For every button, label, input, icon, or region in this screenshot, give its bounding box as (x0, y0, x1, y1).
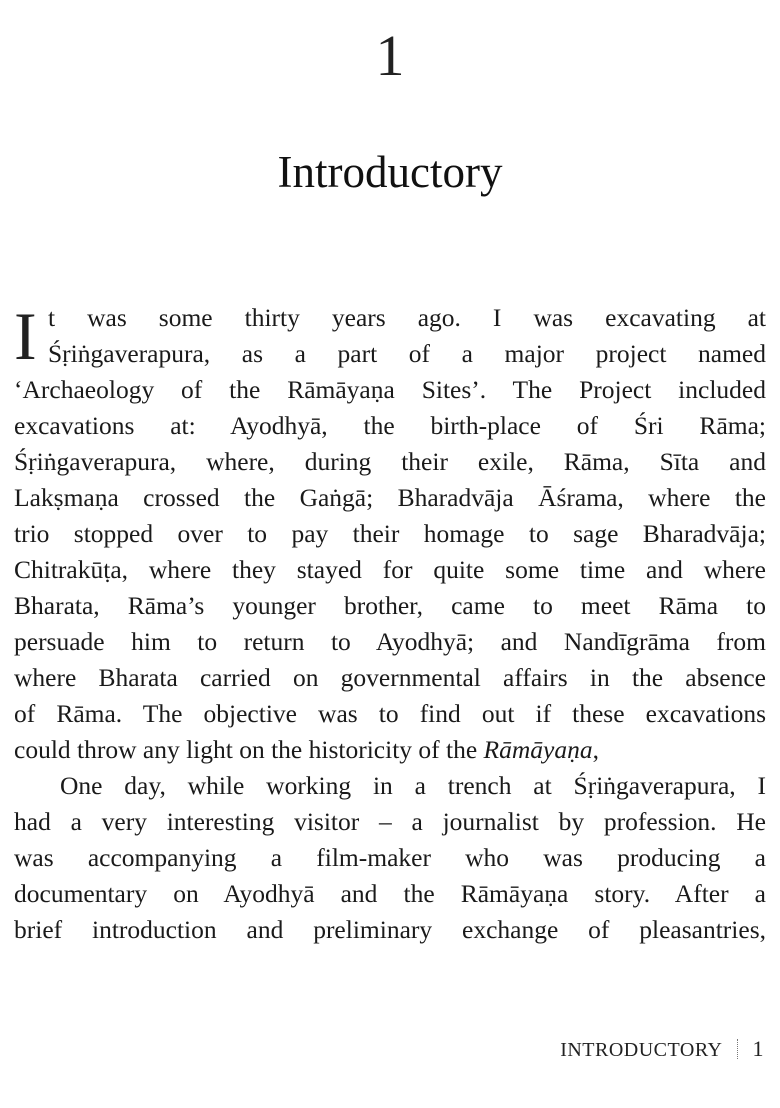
text-line: Śṛiṅgaverapura, as a part of a major project named (48, 339, 766, 368)
text-line: Chitrakūṭa, where they stayed for quite some time and where (14, 555, 766, 584)
page-number: 1 (752, 1036, 764, 1061)
footer-divider (737, 1039, 739, 1059)
text-line: Lakṣmaṇa crossed the Gaṅgā; Bharadvāja Āśrama, where the (14, 483, 766, 512)
text-line: was accompanying a film-maker who was producing a (14, 843, 766, 872)
text-line: Śṛiṅgaverapura, where, during their exile, Rāma, Sīta and (14, 447, 766, 476)
text-line: had a very interesting visitor – a journalist by profession. He (14, 807, 766, 836)
body-text (14, 300, 766, 948)
running-head: INTRODUCTORY (560, 1039, 723, 1061)
text-line: One day, while working in a trench at Śṛiṅgaverapura, I (60, 771, 766, 800)
text-line: Bharata, Rāma’s younger brother, came to meet Rāma to (14, 591, 766, 620)
book-title-italic: Rāmāyaṇa (483, 735, 593, 764)
drop-cap: I (14, 298, 37, 374)
page-footer (560, 1036, 764, 1062)
chapter-title: Introductory (277, 147, 503, 197)
text-line: could throw any light on the historicity of the Rāmāyaṇa, (14, 735, 599, 764)
text-line: where Bharata carried on governmental affairs in the absence (14, 663, 766, 692)
text-line: ‘Archaeology of the Rāmāyaṇa Sites’. The Project included (14, 375, 766, 404)
chapter-number: 1 (375, 23, 405, 88)
text-line: persuade him to return to Ayodhyā; and Nandīgrāma from (14, 627, 766, 656)
text-line: documentary on Ayodhyā and the Rāmāyaṇa story. After a (14, 879, 766, 908)
text-line: excavations at: Ayodhyā, the birth-place of Śri Rāma; (14, 411, 766, 440)
text-line: brief introduction and preliminary exchange of pleasantries, (14, 915, 766, 944)
text-line: trio stopped over to pay their homage to sage Bharadvāja; (14, 519, 766, 548)
text-line: of Rāma. The objective was to find out if these excavations (14, 699, 766, 728)
text-line: t was some thirty years ago. I was excavating at (48, 303, 766, 332)
